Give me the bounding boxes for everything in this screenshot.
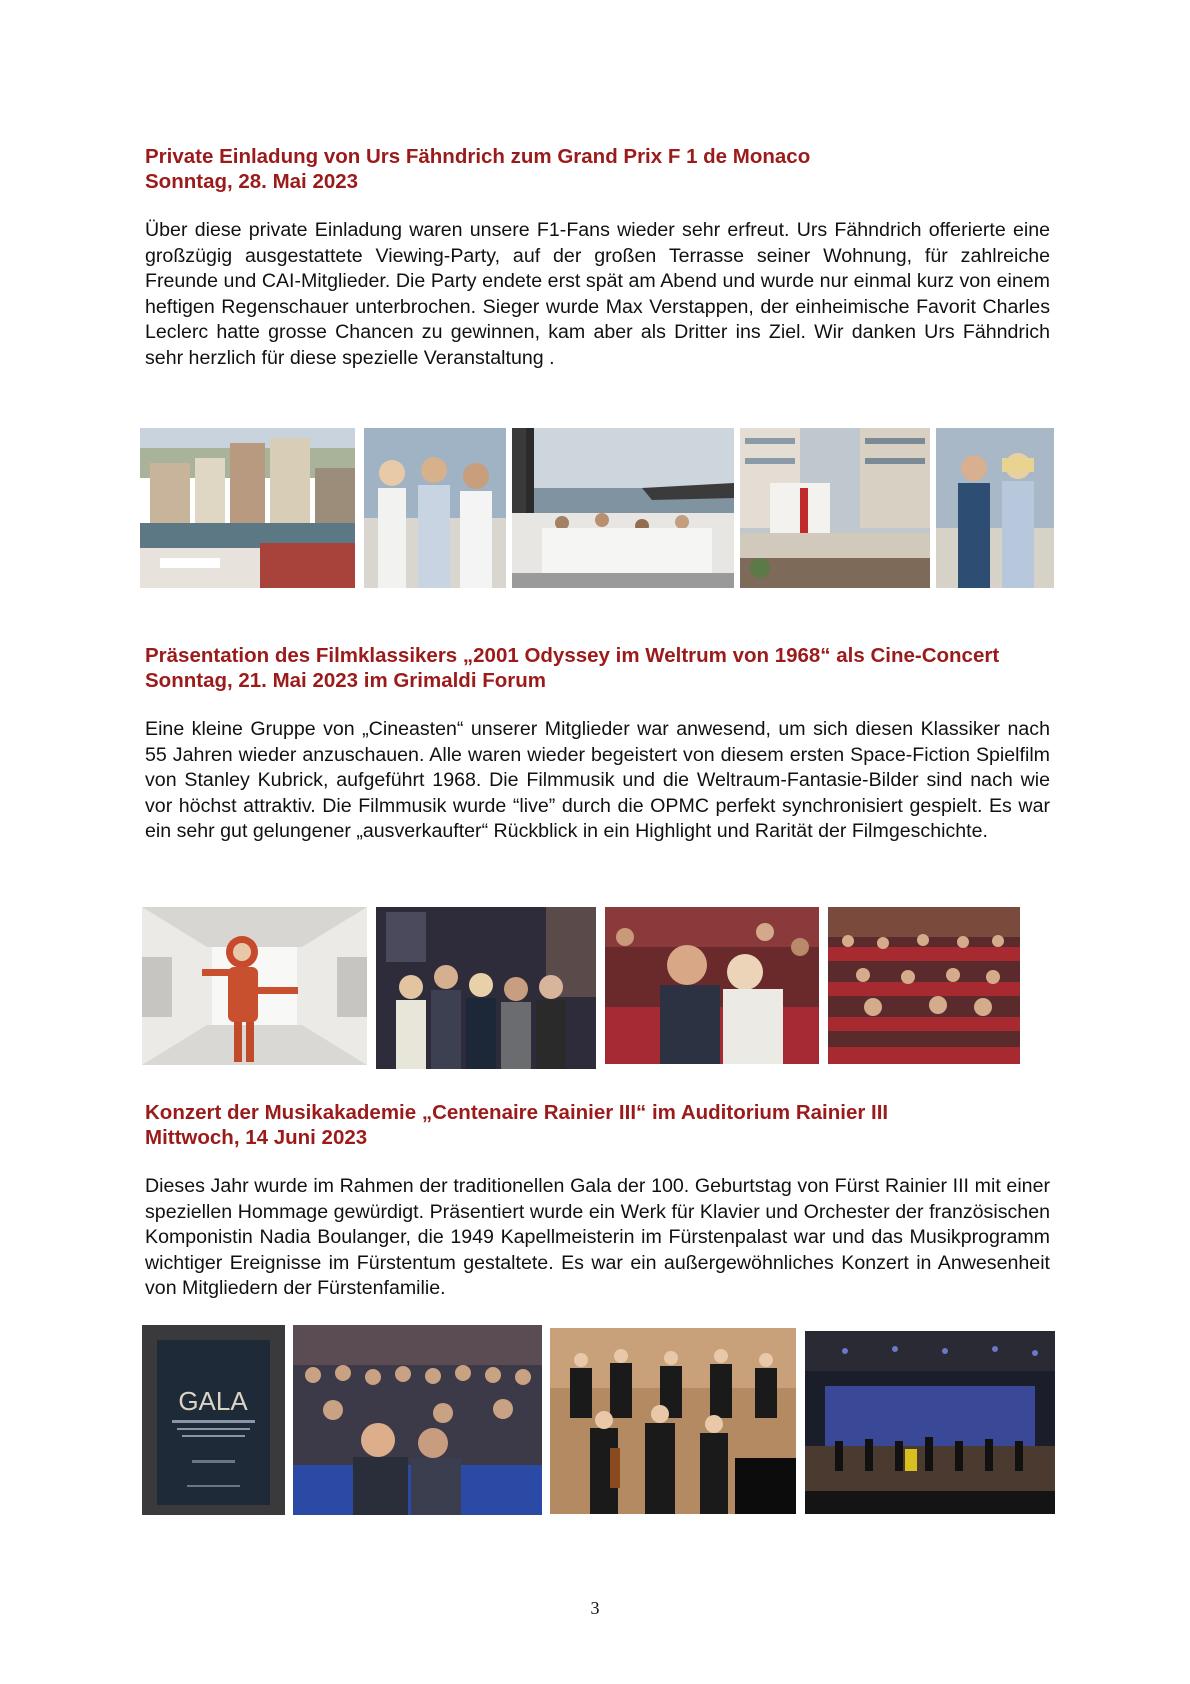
section-title: Konzert der Musikakademie „Centenaire Rainier III“ im Auditorium Rainier III [145, 1101, 889, 1124]
photo-audience-blue-seats [293, 1325, 542, 1515]
photo-terrace-crowd [512, 428, 734, 588]
page-number: 3 [590, 1598, 600, 1618]
section-text: Über diese private Einladung waren unsere F1-Fans wieder sehr erfreut. Urs Fähndrich offerierte eine großzügig ausgestattete Viewing-Party, auf der großen Terrasse seiner Wohnung, für zahlreiche Freunde und CAI-Mitglieder. Die Party endete erst spät am Abend und wurde nur einmal kurz von einem heftigen Regenschauer unterbrochen. Sieger wurde Max Verstappen, der einheimische Favorit Charles Leclerc hatte grosse Chancen zu gewinnen, kam aber als Dritter ins Ziel. Wir danken Urs Fähndrich sehr herzlich für diese spezielle Veranstaltung . [145, 219, 1050, 369]
section-date: Sonntag, 21. Mai 2023 im Grimaldi Forum [145, 669, 546, 692]
photo-orchestra [550, 1328, 796, 1514]
photo-concert-stage [805, 1331, 1055, 1514]
section-date: Sonntag, 28. Mai 2023 [145, 170, 359, 193]
section-cine-concert [145, 643, 1050, 845]
photo-couple-red-seats [605, 907, 819, 1064]
section-text: Eine kleine Gruppe von „Cineasten“ unserer Mitglieder war anwesend, um sich diesen Klassiker nach 55 Jahren wieder anzuschauen. Alle waren wieder begeistert von diesem ersten Space-Fiction Spielfilm von Stanley Kubrick, aufgeführt 1968. Die Filmmusik und die Weltraum-Fantasie-Bilder sind nach wie vor höchst attraktiv. Die Filmmusik wurde “live” durch die OPMC perfekt synchronisiert gespielt. Es war ein sehr gut gelungener „ausverkaufter“ Rückblick in ein Highlight und Rarität der Filmgeschichte. [145, 718, 1050, 843]
programme-title: GALA [178, 1386, 248, 1416]
photo-couple [936, 428, 1054, 588]
section-title: Private Einladung von Urs Fähndrich zum Grand Prix F 1 de Monaco [145, 145, 811, 168]
section-gala-concert [145, 1100, 1050, 1302]
photo-astronaut-still [142, 907, 367, 1065]
photo-gala-programme [142, 1325, 285, 1515]
photo-monaco-harbour [140, 428, 355, 588]
photo-audience-hall [828, 907, 1020, 1064]
photo-terrace-party [740, 428, 930, 588]
photo-three-guests [364, 428, 506, 588]
photo-group-foyer [376, 907, 596, 1069]
section-text: Dieses Jahr wurde im Rahmen der traditionellen Gala der 100. Geburtstag von Fürst Rainier III mit einer speziellen Hommage gewürdigt. Präsentiert wurde ein Werk für Klavier und Orchester der französischen Komponistin Nadia Boulanger, die 1949 Kapellmeisterin im Fürstenpalast war und das Musikprogramm wichtiger Ereignisse im Fürstentum gestaltete. Es war ein außergewöhnliches Konzert in Anwesenheit von Mitgliedern der Fürstenfamilie. [145, 1175, 1050, 1300]
section-title: Präsentation des Filmklassikers „2001 Odyssey im Weltrum von 1968“ als Cine-Concert [145, 644, 1000, 667]
section-date: Mittwoch, 14 Juni 2023 [145, 1126, 368, 1149]
section-grand-prix [145, 144, 1050, 372]
